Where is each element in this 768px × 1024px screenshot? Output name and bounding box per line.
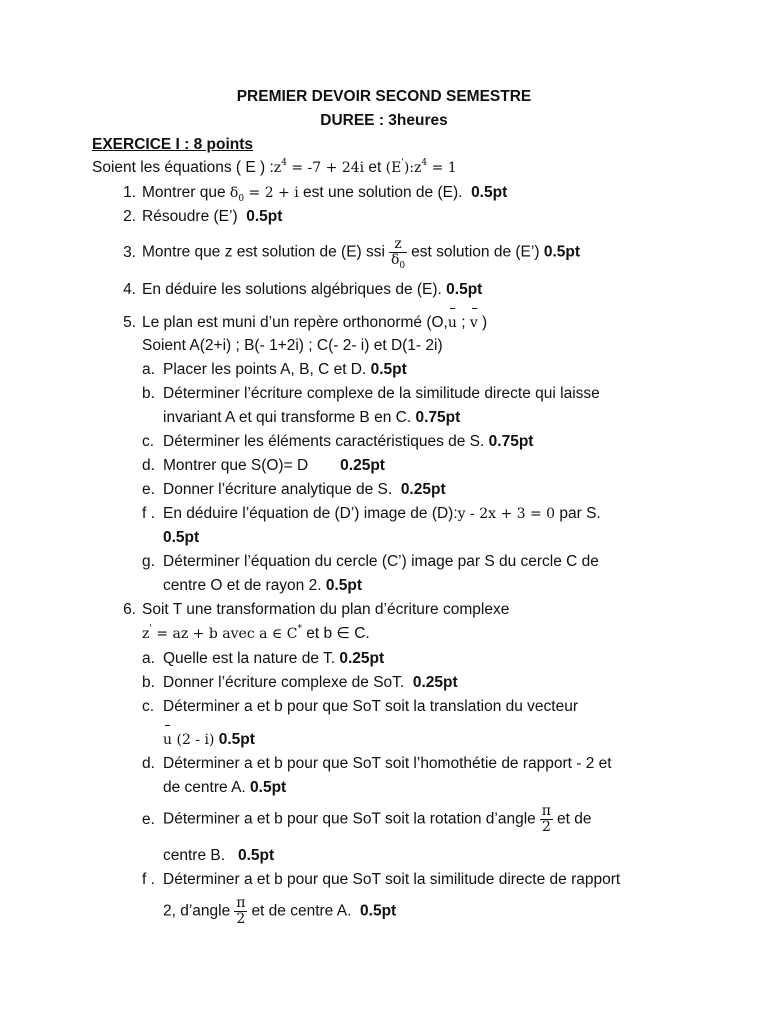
question-5b-cont: invariant A et qui transforme B en C. 0.75pt: [163, 409, 461, 426]
fraction-pi-over-2: $\frac{\pi}{2}$: [236, 895, 246, 927]
question-6d-cont: de centre A. 0.5pt: [163, 779, 287, 796]
equation-e: $z^4 = -7 + 24i$: [273, 158, 365, 176]
question-5g: g. Déterminer l’équation du cercle (C’) image par S du cercle C de: [142, 553, 599, 570]
intro-text: Soient les équations ( E ) :: [92, 159, 274, 176]
points-badge: 0.5pt: [543, 243, 580, 261]
question-5e: e. Donner l’écriture analytique de S. 0.25pt: [142, 481, 446, 498]
question-5f-points: 0.5pt: [163, 529, 200, 546]
equation-e-prime: $(E'):z^4 = 1$: [385, 158, 457, 176]
question-6f-cont: 2, d’angle $\frac{\pi}{2}$ et de centre A. 0.5pt: [163, 895, 397, 927]
question-6f: f . Déterminer a et b pour que SoT soit la similitude directe de rapport: [142, 871, 621, 888]
points-badge: 0.5pt: [446, 281, 483, 298]
exercise-intro: Soient les équations ( E ) $:z^4 = -7 + 24i$ et $(E'):z^4 = 1$: [92, 158, 457, 176]
question-5f: f . En déduire l’équation de (D’) image de (D):y - 2x + 3 = 0 par S.: [142, 505, 601, 522]
question-2: 2. Résoudre (E’) 0.5pt: [123, 208, 283, 225]
question-6c: c. Déterminer a et b pour que SoT soit la translation du vecteur: [142, 698, 578, 715]
question-6b: b. Donner l’écriture complexe de SoT. 0.25pt: [142, 674, 458, 691]
page-title: PREMIER DEVOIR SECOND SEMESTRE: [236, 88, 532, 105]
question-5b: b. Déterminer l’écriture complexe de la similitude directe qui laisse: [142, 385, 600, 402]
question-3: 3. Montre que z est solution de (E) ssi $\frac{z}{\delta_0}$ est solution de (E’) 0.5pt: [123, 236, 580, 271]
question-1: 1. Montrer que $\delta_0 = 2 + i$ est une solution de (E). 0.5pt: [123, 184, 508, 204]
equation-d: y - 2x + 3 = 0: [457, 506, 556, 522]
equation-t: z' = az + b avec a ∈ C* et b ∈ C.: [142, 624, 370, 642]
question-6c-cont: u (2 - i) 0.5pt: [163, 731, 255, 748]
question-5a: a. Placer les points A, B, C et D. 0.5pt: [142, 361, 407, 378]
points-badge: 0.5pt: [246, 208, 283, 225]
fraction-z-over-delta: $\frac{z}{\delta_0}$: [390, 236, 406, 271]
question-5g-cont: centre O et de rayon 2. 0.5pt: [163, 577, 363, 594]
exercise-heading: EXERCICE I : 8 points: [92, 136, 254, 153]
points-definition: Soient A(2+i) ; B(- 1+2i) ; C(- 2- i) et D(1- 2i): [142, 337, 443, 354]
question-6: 6. Soit T une transformation du plan d’écriture complexe: [123, 601, 510, 618]
question-5c: c. Déterminer les éléments caractéristiques de S. 0.75pt: [142, 433, 534, 450]
question-6e: e. Déterminer a et b pour que SoT soit la rotation d’angle $\frac{\pi}{2}$ et de: [142, 803, 592, 835]
vector-u: u: [447, 315, 457, 331]
vector-u: u: [163, 732, 173, 748]
vector-v: v: [469, 315, 478, 331]
duration-label: DUREE : 3heures: [320, 112, 448, 129]
question-5d: d. Montrer que S(O)= D 0.25pt: [142, 457, 385, 474]
question-6e-cont: centre B. 0.5pt: [163, 847, 275, 864]
question-6d: d. Déterminer a et b pour que SoT soit l’homothétie de rapport - 2 et: [142, 755, 612, 772]
question-5: 5. Le plan est muni d’un repère orthonormé (O,u ; v ): [123, 314, 488, 331]
points-badge: 0.5pt: [471, 184, 508, 201]
question-6a: a. Quelle est la nature de T. 0.25pt: [142, 650, 385, 667]
fraction-pi-over-2: $\frac{\pi}{2}$: [541, 803, 551, 835]
question-4: 4. En déduire les solutions algébriques de (E). 0.5pt: [123, 281, 483, 298]
